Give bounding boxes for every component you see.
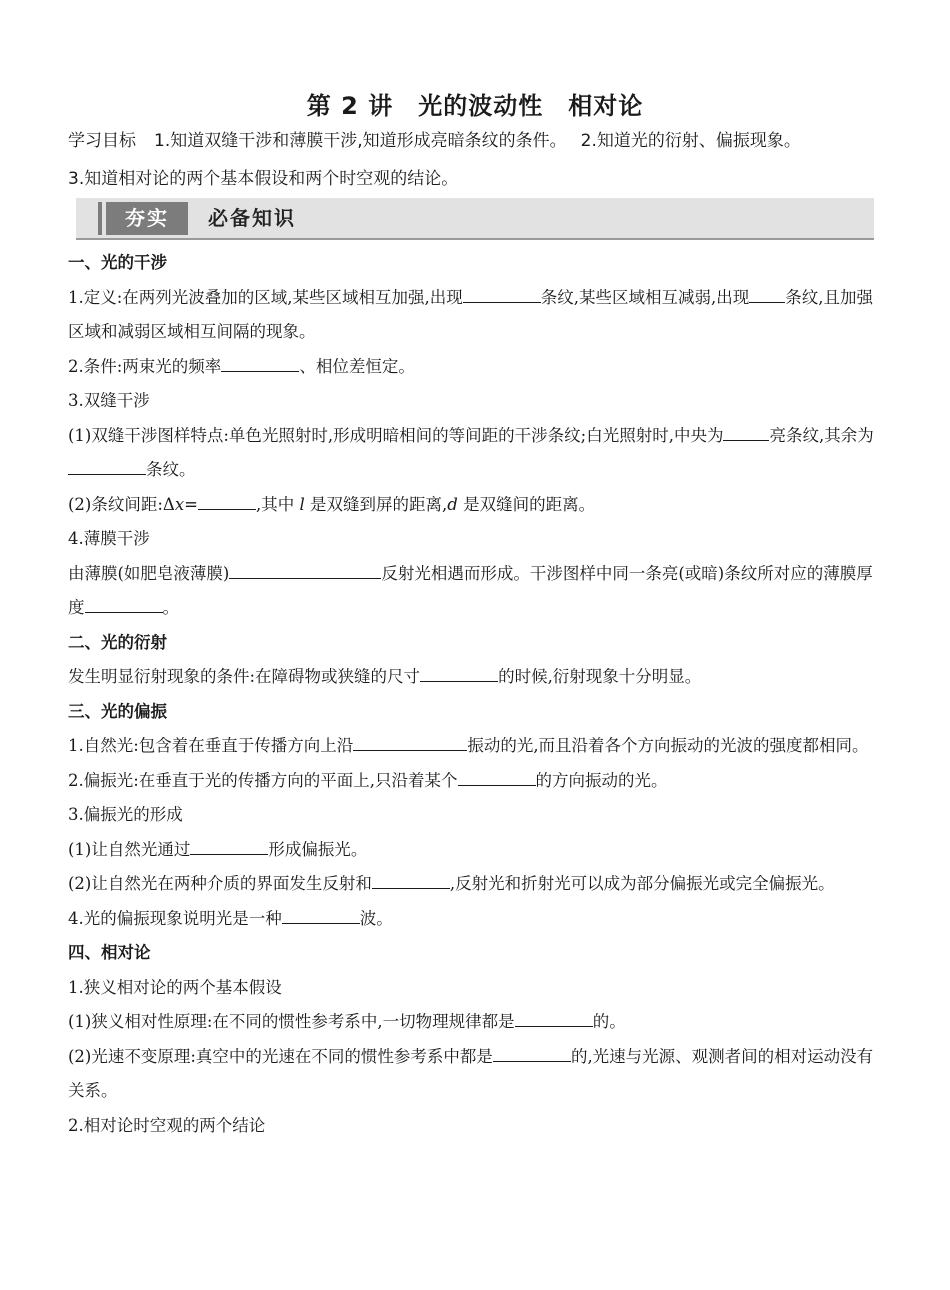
paragraph — [68, 1040, 884, 1109]
var-x: x — [174, 494, 185, 514]
text: 的方向振动的光。 — [535, 770, 668, 790]
content-body — [68, 246, 884, 1143]
text: 由薄膜(如肥皂液薄膜) — [68, 563, 230, 583]
text: (1)狭义相对性原理:在不同的惯性参考系中,一切物理规律都是 — [68, 1012, 515, 1031]
var-d: d — [447, 494, 458, 514]
text: 。 — [162, 598, 179, 617]
goals-line-1 — [68, 122, 888, 160]
goal-item-3: 3.知道相对论的两个基本假设和两个时空观的结论。 — [68, 169, 459, 189]
fill-blank[interactable] — [353, 733, 467, 751]
text: 的。 — [592, 1012, 626, 1031]
text: 是双缝到屏的距离, — [304, 494, 448, 514]
page-title: 第 2 讲 光的波动性 相对论 — [306, 92, 644, 120]
fill-blank[interactable] — [85, 595, 163, 613]
fill-blank[interactable] — [221, 353, 299, 371]
goal-item-2: 2.知道光的衍射、偏振现象。 — [580, 131, 801, 151]
paragraph — [68, 281, 884, 350]
text: 4.光的偏振现象说明光是一种 — [68, 908, 282, 928]
section-heading-polarization: 三、光的偏振 — [68, 701, 167, 721]
section-heading-diffraction: 二、光的衍射 — [68, 632, 167, 652]
paragraph: 2.相对论时空观的两个结论 — [68, 1115, 266, 1135]
paragraph — [68, 833, 884, 868]
fill-blank[interactable] — [515, 1009, 593, 1027]
text: 条纹,某些区域相互减弱,出现 — [540, 287, 750, 307]
text: (1)双缝干涉图样特点:单色光照射时,形成明暗相间的等间距的干涉条纹;白光照射时,中央为 — [68, 425, 724, 445]
fill-blank[interactable] — [372, 871, 450, 889]
var-l: l — [299, 494, 305, 514]
text: 的,光速与光源、观测者间的相对运动没有关系。 — [68, 1046, 874, 1100]
paragraph — [68, 764, 884, 799]
text: 形成偏振光。 — [268, 839, 368, 859]
text: = — [184, 494, 198, 514]
text: 条纹,且加强区域和减弱区域相互间隔的现象。 — [68, 287, 874, 341]
fill-blank[interactable] — [463, 284, 541, 302]
text: 1.定义:在两列光波叠加的区域,某些区域相互加强,出现 — [68, 287, 463, 307]
paragraph — [68, 419, 884, 488]
text: 2.条件:两束光的频率 — [68, 356, 222, 376]
paragraph — [68, 729, 884, 764]
text: 1.自然光:包含着在垂直于传播方向上沿 — [68, 736, 354, 755]
fill-blank[interactable] — [723, 422, 769, 440]
text: 、相位差恒定。 — [299, 356, 415, 376]
text: ,其中 — [256, 494, 300, 514]
text: 发生明显衍射现象的条件:在障碍物或狭缝的尺寸 — [68, 667, 421, 686]
text: ,反射光和折射光可以成为部分偏振光或完全偏振光。 — [449, 874, 835, 893]
paragraph: 3.偏振光的形成 — [68, 805, 183, 824]
fill-blank[interactable] — [282, 905, 360, 923]
paragraph — [68, 1005, 884, 1040]
paragraph — [68, 557, 884, 626]
paragraph — [68, 867, 884, 902]
fill-blank[interactable] — [198, 491, 256, 509]
text: 条纹。 — [146, 460, 196, 479]
fill-blank[interactable] — [420, 664, 498, 682]
text: 是双缝间的距离。 — [457, 494, 596, 514]
text: 波。 — [359, 908, 393, 928]
paragraph: 3.双缝干涉 — [68, 391, 150, 410]
paragraph: 1.狭义相对论的两个基本假设 — [68, 977, 282, 997]
section-heading-relativity: 四、相对论 — [68, 943, 151, 962]
fill-blank[interactable] — [458, 767, 536, 785]
banner-label: 必备知识 — [208, 206, 296, 230]
text: (2)条纹间距:Δ — [68, 494, 175, 514]
paragraph — [68, 488, 884, 523]
fill-blank[interactable] — [493, 1043, 571, 1061]
text: (2)光速不变原理:真空中的光速在不同的惯性参考系中都是 — [68, 1046, 493, 1066]
text: (2)让自然光在两种介质的界面发生反射和 — [68, 874, 372, 893]
fill-blank[interactable] — [190, 836, 268, 854]
text: 反射光相遇而形成。干涉图样中同一条亮(或暗)条纹所对应的薄膜厚度 — [68, 563, 873, 617]
learning-goals — [68, 122, 888, 198]
banner-tag: 夯实 — [106, 202, 188, 235]
fill-blank[interactable] — [68, 457, 146, 475]
text: (1)让自然光通过 — [68, 839, 191, 859]
fill-blank[interactable] — [749, 284, 785, 302]
section-banner — [76, 198, 874, 240]
goals-label: 学习目标 — [68, 131, 136, 151]
paragraph — [68, 350, 884, 385]
text: 振动的光,而且沿着各个方向振动的光波的强度都相同。 — [467, 736, 869, 755]
paragraph: 4.薄膜干涉 — [68, 529, 150, 548]
text: 亮条纹,其余为 — [769, 425, 874, 445]
text: 2.偏振光:在垂直于光的传播方向的平面上,只沿着某个 — [68, 770, 458, 790]
goal-item-1: 1.知道双缝干涉和薄膜干涉,知道形成亮暗条纹的条件。 — [154, 131, 567, 151]
fill-blank[interactable] — [229, 560, 381, 578]
paragraph — [68, 902, 884, 937]
section-heading-interference: 一、光的干涉 — [68, 253, 167, 272]
paragraph — [68, 660, 884, 695]
text: 的时候,衍射现象十分明显。 — [498, 667, 702, 686]
